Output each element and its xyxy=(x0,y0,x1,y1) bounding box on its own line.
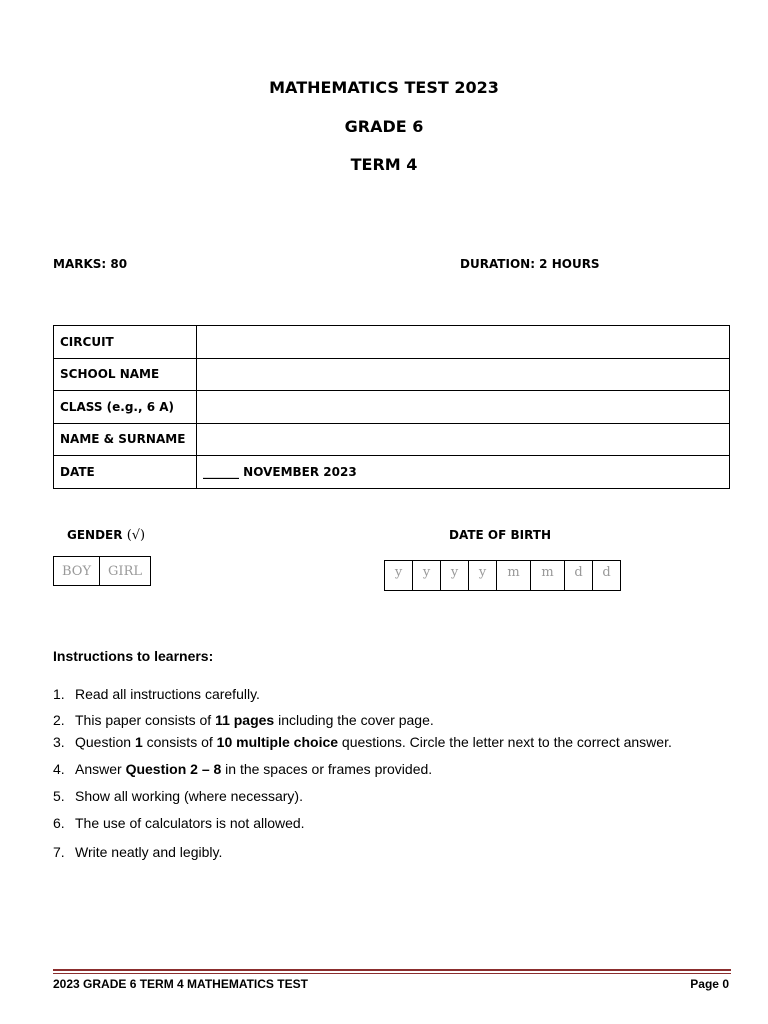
item-text: consists of xyxy=(142,734,217,750)
item-number: 4. xyxy=(53,761,65,777)
table-row xyxy=(54,391,730,424)
item-text: questions. Circle the letter next to the correct answer. xyxy=(338,734,672,750)
row-label: NAME & SURNAME xyxy=(54,423,197,456)
class-field[interactable] xyxy=(197,391,730,424)
table-row xyxy=(54,456,730,489)
checkmark-hint: (√) xyxy=(126,528,146,543)
item-emphasis: 11 pages xyxy=(215,712,275,728)
marks-label: MARKS: 80 xyxy=(53,257,128,271)
item-text: including the cover page. xyxy=(274,712,434,728)
row-label: SCHOOL NAME xyxy=(54,358,197,391)
item-text: Answer xyxy=(75,761,126,777)
list-item xyxy=(53,686,260,702)
name-surname-field[interactable] xyxy=(197,423,730,456)
dob-year-cell[interactable]: y xyxy=(469,561,497,591)
date-field[interactable]: ______ NOVEMBER 2023 xyxy=(197,456,730,489)
gender-label: GENDER xyxy=(67,528,123,542)
dob-month-cell[interactable]: m xyxy=(497,561,531,591)
learner-info-table xyxy=(53,325,730,489)
dob-heading: DATE OF BIRTH xyxy=(449,528,551,542)
item-text: in the spaces or frames provided. xyxy=(221,761,433,777)
item-number: 7. xyxy=(53,844,65,860)
dob-day-cell[interactable]: d xyxy=(565,561,593,591)
gender-option-girl[interactable]: GIRL xyxy=(100,557,151,586)
item-text: Show all working (where necessary). xyxy=(75,788,303,804)
item-text: The use of calculators is not allowed. xyxy=(75,815,305,831)
page-number: Page 0 xyxy=(690,977,729,991)
title-block xyxy=(0,76,768,192)
table-row xyxy=(54,423,730,456)
item-text: Question xyxy=(75,734,135,750)
list-item xyxy=(53,761,432,777)
dob-day-cell[interactable]: d xyxy=(593,561,621,591)
circuit-field[interactable] xyxy=(197,326,730,359)
gender-heading xyxy=(67,528,145,543)
table-row xyxy=(54,358,730,391)
dob-month-cell[interactable]: m xyxy=(531,561,565,591)
instructions-heading: Instructions to learners: xyxy=(53,648,214,664)
row-label: CLASS (e.g., 6 A) xyxy=(54,391,197,424)
list-item xyxy=(53,712,434,728)
item-number: 3. xyxy=(53,734,65,750)
row-label: DATE xyxy=(54,456,197,489)
dob-year-cell[interactable]: y xyxy=(413,561,441,591)
gender-options xyxy=(53,556,151,586)
item-number: 5. xyxy=(53,788,65,804)
list-item xyxy=(53,815,305,831)
list-item xyxy=(53,788,303,804)
dob-year-cell[interactable]: y xyxy=(441,561,469,591)
table-row xyxy=(54,326,730,359)
list-item xyxy=(53,844,222,860)
item-emphasis: 10 multiple choice xyxy=(216,734,339,750)
item-emphasis: Question 2 – 8 xyxy=(125,761,222,777)
school-name-field[interactable] xyxy=(197,358,730,391)
test-title: MATHEMATICS TEST 2023 xyxy=(269,78,499,97)
duration-label: DURATION: 2 HOURS xyxy=(460,257,600,271)
gender-option-boy[interactable]: BOY xyxy=(54,557,100,586)
item-emphasis: 1 xyxy=(134,734,143,750)
row-label: CIRCUIT xyxy=(54,326,197,359)
item-number: 6. xyxy=(53,815,65,831)
dob-year-cell[interactable]: y xyxy=(385,561,413,591)
term-title: TERM 4 xyxy=(350,155,418,174)
grade-title: GRADE 6 xyxy=(344,116,424,136)
dob-boxes xyxy=(384,560,621,591)
item-text: Read all instructions carefully. xyxy=(75,686,260,702)
list-item xyxy=(53,734,672,750)
item-number: 1. xyxy=(53,686,65,702)
item-number: 2. xyxy=(53,712,65,728)
footer-title: 2023 GRADE 6 TERM 4 MATHEMATICS TEST xyxy=(53,977,308,991)
footer-divider xyxy=(53,973,731,974)
item-text: This paper consists of xyxy=(75,712,216,728)
footer-divider xyxy=(53,969,731,971)
item-text: Write neatly and legibly. xyxy=(75,844,223,860)
